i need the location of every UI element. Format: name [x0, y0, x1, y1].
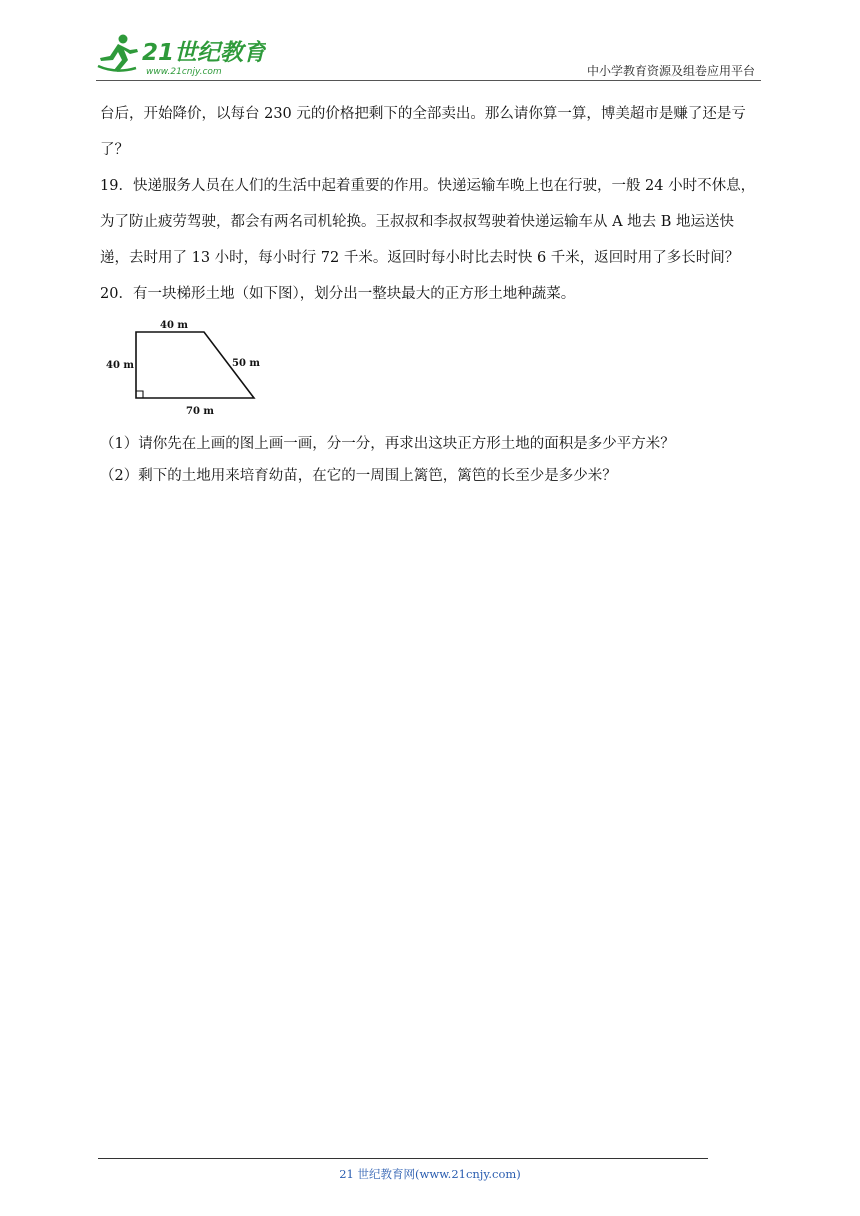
question-19-line-3: 递，去时用了 13 小时，每小时行 72 千米。返回时每小时比去时快 6 千米，返回时用了多长时间？	[100, 250, 740, 266]
trapezoid-diagram	[104, 320, 274, 422]
top-edge-label: 40 m	[160, 320, 188, 331]
left-edge-label: 40 m	[106, 360, 134, 371]
trapezoid-figure	[104, 320, 274, 422]
question-19-line-2: 为了防止疲劳驾驶，都会有两名司机轮换。王叔叔和李叔叔驾驶着快递运输车从 A 地去 B 地运送快	[100, 214, 735, 230]
question-18-line-1: 台后，开始降价，以每台 230 元的价格把剩下的全部卖出。那么请你算一算，博美超市是赚了还是亏	[100, 106, 746, 122]
logo-text: 21世纪教育	[142, 40, 266, 66]
header-rule	[96, 80, 761, 81]
page-content	[100, 96, 762, 492]
sub-question-2: （2）剩下的土地用来培育幼苗，在它的一周围上篱笆，篱笆的长至少是多少米？	[100, 468, 617, 484]
question-18-line-2: 了？	[100, 142, 129, 158]
right-angle-mark	[136, 391, 143, 398]
footer-rule	[98, 1158, 708, 1159]
question-20-line-1: 20．有一块梯形土地（如下图），划分出一整块最大的正方形土地种蔬菜。	[100, 286, 576, 302]
runner-icon	[98, 35, 138, 73]
slant-edge-label: 50 m	[232, 358, 260, 369]
page-header	[96, 30, 761, 82]
platform-name: 中小学教育资源及组卷应用平台	[586, 64, 755, 78]
sub-question-1: （1）请你先在上画的图上画一画，分一分，再求出这块正方形土地的面积是多少平方米？	[100, 436, 675, 452]
page-footer: 21 世纪教育网(www.21cnjy.com)	[339, 1167, 521, 1181]
question-19-line-1: 19．快递服务人员在人们的生活中起着重要的作用。快递运输车晚上也在行驶，一般 24 小时不休息，	[100, 178, 756, 194]
logo	[96, 30, 266, 78]
bottom-edge-label: 70 m	[186, 406, 214, 417]
logo-url: www.21cnjy.com	[146, 67, 222, 77]
